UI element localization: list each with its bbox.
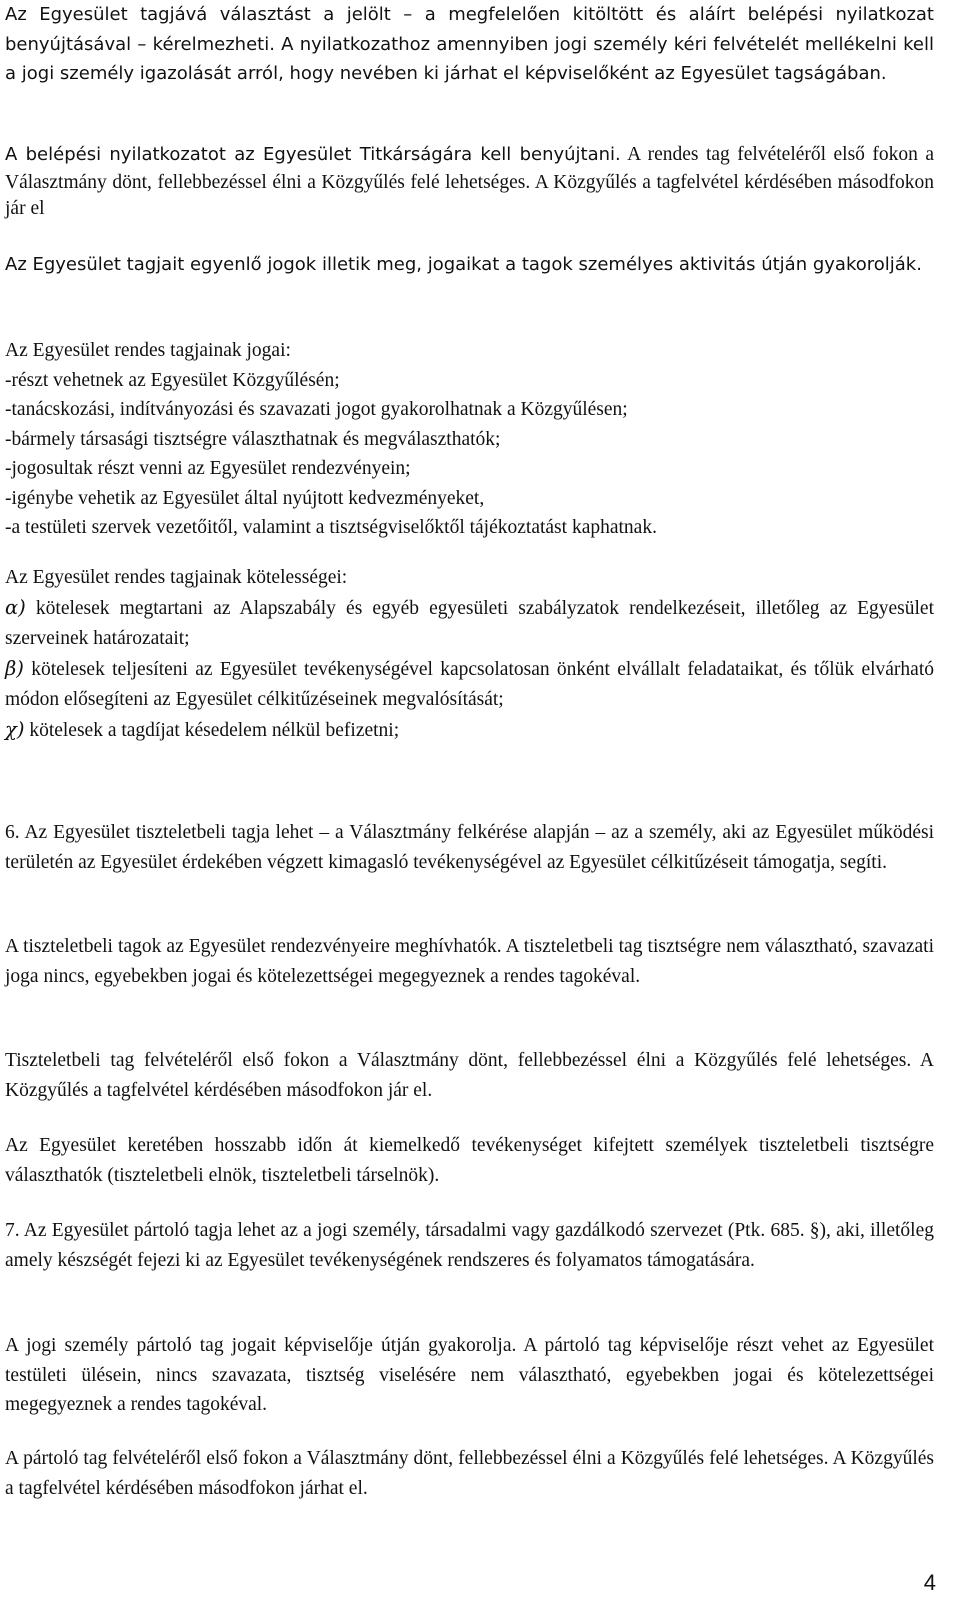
beta-marker: β): [5, 657, 24, 680]
paragraph-honorary-member: 6. Az Egyesület tiszteletbeli tagja lehet – a Választmány felkérése alapján – az a személy, aki az Egyesület működési területén az Egyesület érdekében végzett kimagasló tevékenységével az Egyesület célkitűzéseit támogatja, segíti.: [5, 822, 934, 873]
paragraph-supporting-rights: A jogi személy pártoló tag jogait képviselője útján gyakorolja. A pártoló tag képviselője részt vehet az Egyesület testületi ülésein, nincs szavazata, tisztség viselésére nem választható, egyebekben jogai és kötelezettségei megegyeznek a rendes tagokéval.: [5, 1335, 934, 1415]
duty-item: [5, 654, 934, 715]
alpha-marker: α): [5, 596, 26, 619]
rights-item: -részt vehetnek az Egyesület Közgyűlésén;: [5, 369, 340, 391]
duty-text: kötelesek a tagdíjat késedelem nélkül befizetni;: [24, 720, 400, 741]
paragraph-honorary-titles: Az Egyesület keretében hosszabb időn át kiemelkedő tevékenységet kifejtett személyek tiszteletbeli tisztségre választhatók (tiszteletbeli elnök, tiszteletbeli társelnök).: [5, 1135, 934, 1186]
duty-item: [5, 593, 934, 654]
paragraph-supporting-admission: A pártoló tag felvételéről első fokon a Választmány dönt, fellebbezéssel élni a Közgyűlés felé lehetséges. A Közgyűlés a tagfelvétel kérdésében másodfokon járhat el.: [5, 1448, 934, 1499]
rights-heading: Az Egyesület rendes tagjainak jogai:: [5, 340, 291, 361]
paragraph-honorary-admission: Tiszteletbeli tag felvételéről első fokon a Választmány dönt, fellebbezéssel élni a Közgyűlés felé lehetséges. A Közgyűlés a tagfelvétel kérdésében másodfokon jár el.: [5, 1050, 934, 1101]
paragraph-admission: [5, 140, 934, 222]
page-number: 4: [923, 1570, 936, 1595]
rights-item: -igénybe vehetik az Egyesület által nyújtott kedvezményeket,: [5, 487, 485, 509]
paragraph-honorary-rights: A tiszteletbeli tagok az Egyesület rendezvényeire meghívhatók. A tiszteletbeli tag tisztségre nem választható, szavazati joga nincs, egyebekben jogai és kötelezettségei megegyeznek a rendes tagokéval.: [5, 936, 934, 987]
admission-submission-text: A belépési nyilatkozatot az Egyesület Titkárságára kell benyújtani.: [5, 144, 621, 165]
duties-heading: Az Egyesület rendes tagjainak kötelességei:: [5, 567, 348, 588]
paragraph-membership-application: Az Egyesület tagjává választást a jelölt – a megfelelően kitöltött és aláírt belépési nyilatkozat benyújtásával – kérelmezheti. A nyilatkozathoz amennyiben jogi személy kéri felvételét mellékelni kell a jogi személy igazolását arról, hogy nevében ki járhat el képviselőként az Egyesület tagságában.: [5, 4, 934, 84]
chi-marker: χ): [5, 718, 25, 741]
admission-decision-text: A rendes tag felvételéről első fokon a Választmány dönt, fellebbezéssel élni a Közgyűlés felé lehetséges.: [5, 144, 934, 193]
rights-item: -tanácskozási, indítványozási és szavazati jogot gyakorolhatnak a Közgyűlésen;: [5, 399, 628, 420]
duty-text: kötelesek teljesíteni az Egyesület tevékenységével kapcsolatosan önként elvállalt feladataikat, és tőlük elvárható módon elősegíteni az Egyesület célkitűzéseinek megvalósítását;: [5, 659, 934, 710]
duty-item: [5, 715, 934, 746]
admission-appeal-text: A Közgyűlés a tagfelvétel kérdésében másodfokon jár el: [5, 171, 934, 219]
rights-item: -a testületi szervek vezetőitől, valamint a tisztségviselőktől tájékoztatást kaphatnak.: [5, 517, 657, 538]
paragraph-supporting-member: 7. Az Egyesület pártoló tagja lehet az a jogi személy, társadalmi vagy gazdálkodó szervezet (Ptk. 685. §), aki, illetőleg amely készségét fejezi ki az Egyesület tevékenységének rendszeres és folyamatos támogatására.: [5, 1220, 934, 1271]
duty-text: kötelesek megtartani az Alapszabály és egyéb egyesületi szabályzatok rendelkezéseit, illetőleg az Egyesület szerveinek határozatait;: [5, 598, 934, 649]
rights-item: -bármely társasági tisztségre választhatnak és megválaszthatók;: [5, 428, 501, 450]
rights-section: [5, 336, 934, 543]
rights-item: -jogosultak részt venni az Egyesület rendezvényein;: [5, 458, 411, 479]
duties-section: [5, 562, 934, 746]
paragraph-equal-rights: Az Egyesület tagjait egyenlő jogok illetik meg, jogaikat a tagok személyes aktivitás útján gyakorolják.: [5, 254, 922, 275]
